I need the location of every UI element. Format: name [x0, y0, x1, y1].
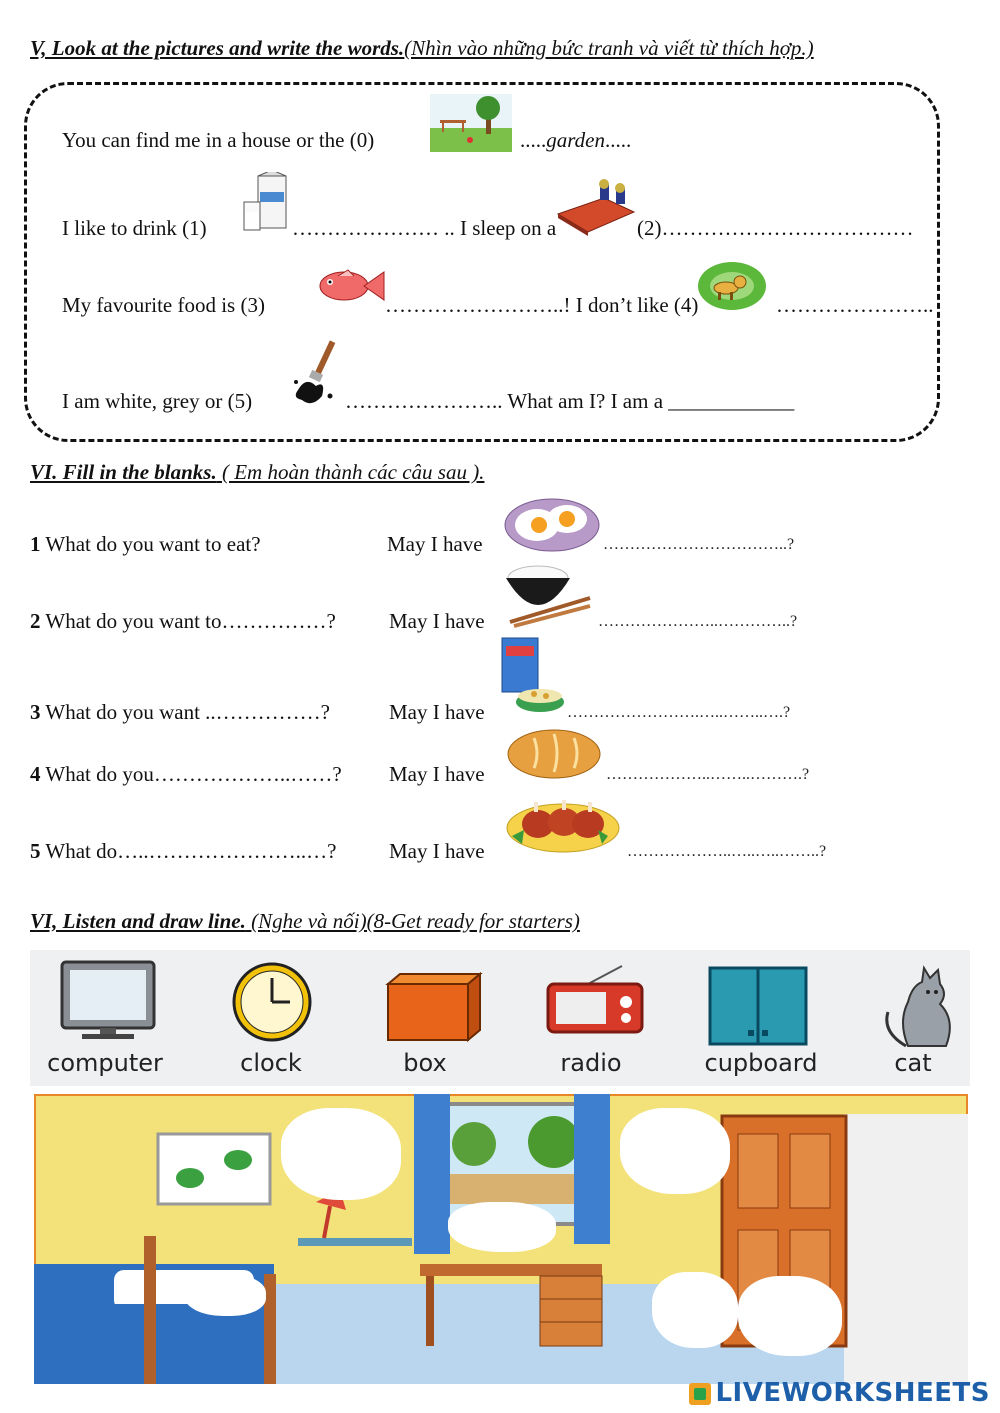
blank-4[interactable]: ………………..……..……….?	[606, 766, 810, 783]
line1-blank2[interactable]: (2)………………………………	[637, 216, 914, 240]
liveworksheets-badge-icon	[689, 1383, 711, 1405]
question-3-number: 3	[30, 700, 41, 724]
line0-answer[interactable]	[520, 128, 631, 153]
computer-icon[interactable]	[58, 960, 158, 1040]
paintbrush-picture	[292, 336, 344, 410]
section5-line0	[62, 128, 374, 153]
section6-heading	[30, 460, 484, 485]
clock-icon[interactable]	[226, 962, 318, 1042]
may-i-have-3: May I have	[389, 700, 485, 724]
answer-cloud-2[interactable]	[620, 1108, 730, 1194]
blank-5[interactable]: ………………..…..…..……..?	[627, 843, 827, 860]
section6-heading-bold: VI. Fill in the blanks.	[30, 460, 217, 484]
label-cupboard: cupboard	[704, 1049, 818, 1077]
section7-heading	[30, 909, 580, 934]
question-4-number: 4	[30, 762, 41, 786]
question-1-number: 1	[30, 532, 41, 556]
blank-1[interactable]: ……………………………..?	[603, 536, 795, 553]
cereal-picture	[500, 636, 566, 722]
line2-blank[interactable]: ……………………..! I don’t like (4)	[385, 293, 699, 317]
bed-picture	[554, 178, 636, 238]
question-2-number: 2	[30, 609, 41, 633]
may-i-have-5: May I have	[389, 839, 485, 863]
line3-prompt: I am white, grey or (5)	[62, 389, 253, 413]
fish-picture	[314, 264, 386, 310]
answer-cloud-1[interactable]	[281, 1108, 401, 1200]
box-icon[interactable]	[384, 972, 484, 1044]
line0-answer-prefix: .....	[520, 128, 547, 152]
answer-cloud-4[interactable]	[652, 1272, 738, 1348]
label-box: box	[403, 1049, 447, 1077]
radio-icon[interactable]	[544, 964, 646, 1036]
section5-heading	[30, 36, 814, 61]
question-5-text: What do…..…………………..…?	[40, 839, 337, 863]
may-i-have-1: May I have	[387, 532, 483, 556]
bread-picture	[504, 724, 604, 782]
logo-text: LIVEWORKSHEETS	[715, 1378, 990, 1408]
line2-blank2[interactable]: …………………..	[776, 293, 934, 317]
answer-cloud-3[interactable]	[448, 1202, 556, 1252]
answer-cloud-6[interactable]	[184, 1274, 266, 1316]
answer-cloud-5[interactable]	[738, 1276, 842, 1356]
section7-heading-italic: (Nghe và nối)(8-Get ready for starters)	[245, 909, 580, 933]
line0-answer-word: garden	[546, 128, 605, 152]
question-1-text: What do you want to eat?	[40, 532, 261, 556]
blank-3[interactable]: …………………….…..……..….?	[567, 704, 791, 721]
dog-picture	[696, 260, 768, 312]
rice-picture	[500, 562, 592, 628]
line0-text: You can find me in a house or the (0)	[62, 128, 375, 152]
label-radio: radio	[560, 1049, 622, 1077]
line1-prompt: I like to drink (1)	[62, 216, 207, 240]
cupboard-icon[interactable]	[708, 966, 808, 1046]
line2-prompt: My favourite food is (3)	[62, 293, 265, 317]
label-computer: computer	[47, 1049, 163, 1077]
garden-picture	[430, 94, 512, 152]
line0-answer-suffix: .....	[604, 128, 632, 152]
blank-2[interactable]: …………………..…………..?	[598, 613, 798, 630]
question-2-text: What do you want to……………?	[40, 609, 336, 633]
label-cat: cat	[894, 1049, 932, 1077]
question-4-text: What do you………………..……?	[40, 762, 342, 786]
section5-heading-italic: (Nhìn vào những bức tranh và viết từ thích hợp.)	[404, 36, 814, 60]
line3-blank[interactable]: ………………….. What am I? I am a ____________	[345, 389, 795, 413]
eggs-picture	[503, 497, 601, 553]
question-4	[30, 762, 342, 787]
label-clock: clock	[240, 1049, 302, 1077]
milk-picture	[242, 172, 290, 238]
may-i-have-4: May I have	[389, 762, 485, 786]
question-1	[30, 532, 261, 557]
section6-heading-italic: ( Em hoàn thành các câu sau ).	[216, 460, 485, 484]
cat-icon[interactable]	[878, 962, 962, 1050]
question-5	[30, 839, 336, 864]
section5-heading-bold: V, Look at the pictures and write the words.	[30, 36, 405, 60]
chicken-picture	[504, 790, 622, 856]
liveworksheets-logo	[689, 1378, 990, 1408]
question-3-text: What do you want ..……………?	[40, 700, 330, 724]
section7-heading-bold: VI, Listen and draw line.	[30, 909, 246, 933]
question-2	[30, 609, 336, 634]
may-i-have-2: May I have	[389, 609, 485, 633]
question-5-number: 5	[30, 839, 41, 863]
line1-blank[interactable]: ………………… .. I sleep on a	[292, 216, 557, 240]
question-3	[30, 700, 330, 725]
